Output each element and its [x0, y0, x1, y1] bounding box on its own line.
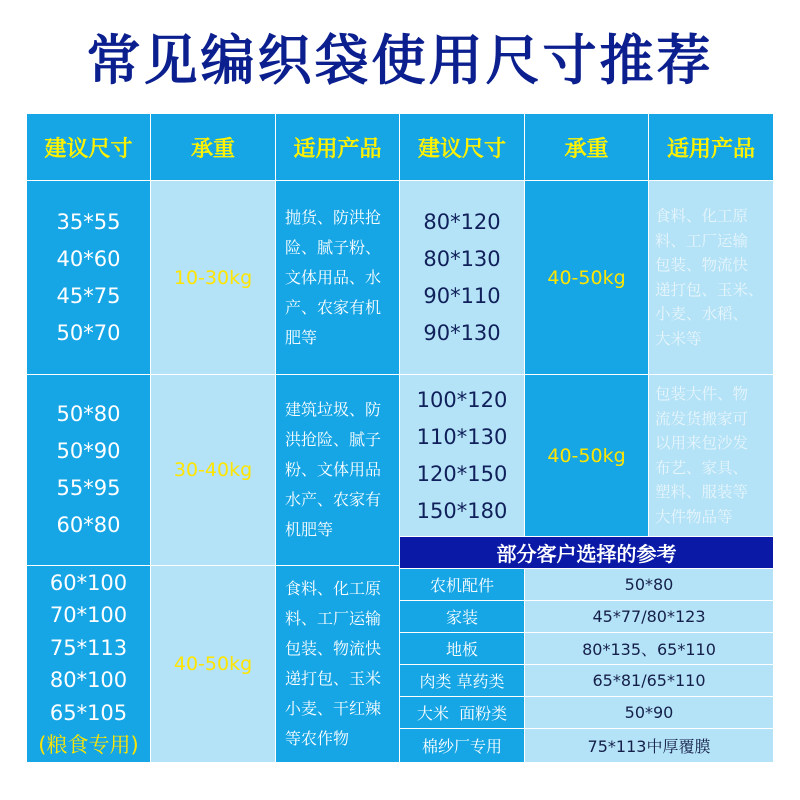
grain-only-note: (粮食专用) — [38, 733, 139, 757]
load-cell: 30-40kg — [151, 375, 275, 565]
size-cell — [27, 375, 150, 565]
reference-title: 部分客户选择的参考 — [400, 537, 773, 568]
product-line: 产、农家有机 — [285, 297, 382, 317]
load-cell: 40-50kg — [525, 181, 648, 374]
size-value: 40*60 — [56, 246, 121, 271]
reference-value: 45*77/80*123 — [525, 601, 773, 632]
size-value: 50*80 — [56, 402, 121, 426]
product-line: 大米等 — [655, 329, 702, 348]
size-value: 60*80 — [56, 513, 121, 537]
header-size-right: 建议尺寸 — [400, 114, 524, 180]
reference-label: 棉纱厂专用 — [400, 729, 524, 762]
reference-label: 农机配件 — [400, 569, 524, 600]
size-value: 90*110 — [423, 283, 501, 308]
size-value: 100*120 — [416, 387, 508, 412]
product-line: 机肥等 — [285, 520, 334, 539]
reference-value: 65*81/65*110 — [525, 665, 773, 696]
product-line: 包装、物流快 — [655, 256, 749, 274]
reference-value: 50*90 — [525, 697, 773, 728]
size-value: 60*100 — [49, 570, 128, 595]
load-cell: 10-30kg — [151, 181, 275, 374]
product-line: 以用来包沙发 — [655, 434, 749, 452]
product-line: 流发货搬家可 — [655, 409, 749, 428]
size-value: 70*100 — [49, 603, 128, 627]
product-line: 洪抢险、腻子 — [285, 430, 382, 449]
product-line: 递打包、玉米、 — [655, 280, 764, 299]
product-line: 小麦、水稻、 — [655, 305, 749, 323]
product-line: 水产、农家有 — [285, 490, 382, 509]
product-line: 布艺、家具、 — [655, 458, 749, 477]
load-cell: 40-50kg — [525, 375, 648, 536]
size-value: 50*90 — [56, 439, 121, 463]
reference-label: 大米 面粉类 — [400, 697, 524, 728]
product-line: 塑料、服装等 — [655, 483, 749, 501]
load-cell: 40-50kg — [151, 566, 275, 762]
reference-label: 家装 — [400, 601, 524, 632]
product-line: 险、腻子粉、 — [285, 237, 382, 257]
product-line: 粉、文体用品 — [285, 460, 382, 479]
size-value: 90*130 — [423, 320, 501, 345]
size-value: 45*75 — [56, 283, 121, 308]
size-value: 50*70 — [56, 320, 121, 345]
product-line: 小麦、干红辣 — [285, 699, 382, 718]
reference-value: 80*135、65*110 — [525, 633, 773, 664]
product-cell — [649, 375, 773, 536]
page-title: 常见编织袋使用尺寸推荐 — [86, 29, 714, 92]
size-value: 35*55 — [56, 209, 121, 234]
size-value: 65*105 — [49, 700, 128, 725]
product-line: 肥等 — [285, 327, 318, 347]
product-cell — [276, 181, 399, 374]
product-line: 料、工厂运输 — [285, 609, 382, 628]
product-line: 建筑垃圾、防 — [285, 400, 382, 419]
size-value: 120*150 — [416, 461, 508, 486]
header-load-right: 承重 — [525, 114, 648, 180]
header-product-left: 适用产品 — [276, 114, 399, 180]
size-value: 110*130 — [416, 424, 508, 449]
product-line: 抛货、防洪抢 — [285, 207, 382, 227]
product-line: 包装大件、物 — [655, 385, 749, 403]
size-value: 80*120 — [423, 209, 501, 234]
product-cell — [649, 181, 773, 374]
size-value: 75*113 — [49, 635, 128, 660]
size-cell — [400, 375, 524, 536]
size-cell — [27, 566, 150, 762]
product-line: 文体用品、水 — [285, 267, 382, 287]
product-cell — [276, 375, 399, 565]
product-line: 包装、物流快 — [285, 639, 382, 658]
size-value: 150*180 — [416, 498, 508, 523]
size-cell — [400, 181, 524, 374]
reference-label: 地板 — [400, 633, 524, 664]
reference-value: 75*113中厚覆膜 — [525, 729, 773, 762]
product-line: 食料、化工原 — [285, 579, 382, 598]
product-line: 等农作物 — [285, 729, 350, 748]
product-line: 递打包、玉米 — [285, 669, 382, 688]
reference-label: 肉类 草药类 — [400, 665, 524, 696]
size-value: 55*95 — [56, 476, 121, 500]
header-size-left: 建议尺寸 — [27, 114, 150, 180]
size-value: 80*130 — [423, 246, 501, 271]
reference-value: 50*80 — [525, 569, 773, 600]
header-product-right: 适用产品 — [649, 114, 773, 180]
header-load-left: 承重 — [151, 114, 275, 180]
product-cell — [276, 566, 399, 762]
product-line: 料、工厂运输 — [655, 231, 749, 250]
product-line: 食料、化工原 — [655, 207, 749, 225]
size-value: 80*100 — [49, 668, 128, 692]
product-line: 大件物品等 — [655, 507, 733, 526]
size-cell — [27, 181, 150, 374]
